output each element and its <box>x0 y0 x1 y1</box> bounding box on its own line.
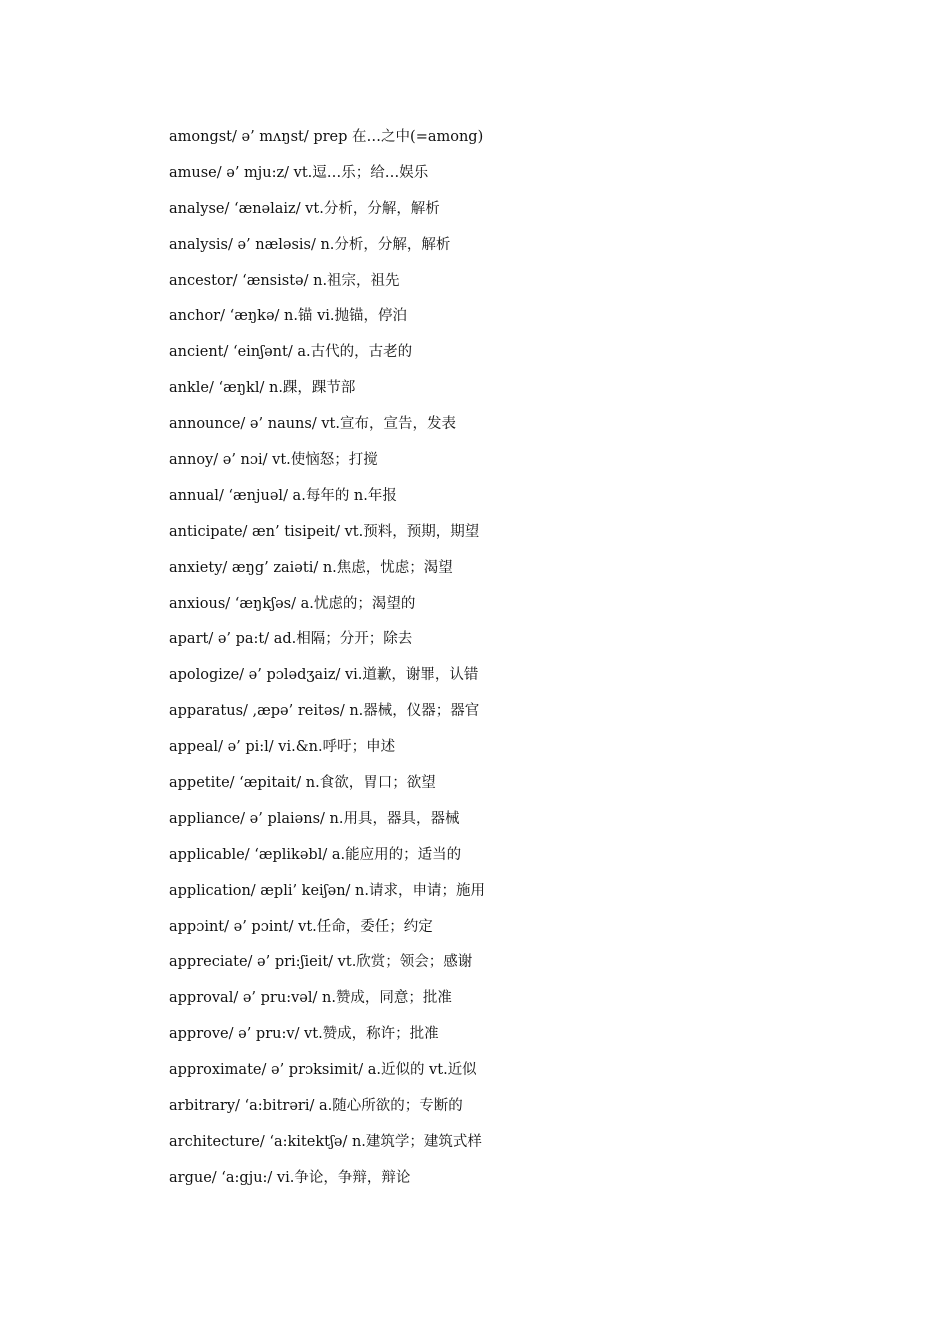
vocabulary-entry: amuse/ ə’ mju:z/ vt.逗…乐；给…娱乐 <box>169 164 429 181</box>
vocabulary-entry: arbitrary/ ‘a:bitrəri/ a.随心所欲的；专断的 <box>169 1098 463 1115</box>
vocabulary-entry: anxiety/ æŋg’ zaiəti/ n.焦虑，忧虑；渴望 <box>169 559 453 576</box>
vocabulary-entry: analyse/ ‘ænəlaiz/ vt.分析，分解，解析 <box>169 200 440 217</box>
vocabulary-entry: architecture/ ‘a:kitektʃə/ n.建筑学；建筑式样 <box>169 1133 482 1150</box>
vocabulary-entry: amongst/ ə’ mʌŋst/ prep 在…之中(=among) <box>169 129 484 145</box>
vocabulary-list <box>169 125 485 1202</box>
vocabulary-entry: approve/ ə’ pru:v/ vt.赞成，称许；批准 <box>169 1026 439 1043</box>
vocabulary-entry: applicable/ ‘æplikəbl/ a.能应用的；适当的 <box>169 846 462 863</box>
vocabulary-entry: approximate/ ə’ prɔksimit/ a.近似的 vt.近似 <box>169 1062 477 1079</box>
vocabulary-entry: appɔint/ ə’ pɔint/ vt.任命，委任；约定 <box>169 918 433 935</box>
vocabulary-entry: appreciate/ ə’ pri:ʃieit/ vt.欣赏；领会；感谢 <box>169 954 473 971</box>
vocabulary-entry: appetite/ ‘æpitait/ n.食欲，胃口；欲望 <box>169 775 436 792</box>
vocabulary-entry: apart/ ə’ pa:t/ ad.相隔；分开；除去 <box>169 631 413 648</box>
vocabulary-entry: apologize/ ə’ pɔlədʒaiz/ vi.道歉，谢罪，认错 <box>169 667 479 684</box>
vocabulary-entry: anxious/ ‘æŋkʃəs/ a.忧虑的；渴望的 <box>169 595 416 612</box>
vocabulary-entry: ancient/ ‘einʃənt/ a.古代的，古老的 <box>169 344 413 361</box>
vocabulary-entry: annual/ ‘ænjuəl/ a.每年的 n.年报 <box>169 487 397 504</box>
vocabulary-entry: argue/ ‘a:gju:/ vi.争论，争辩，辩论 <box>169 1169 411 1186</box>
vocabulary-entry: anchor/ ‘æŋkə/ n.锚 vi.抛锚，停泊 <box>169 308 408 325</box>
vocabulary-entry: application/ æpli’ keiʃən/ n.请求，申请；施用 <box>169 882 485 899</box>
vocabulary-entry: anticipate/ æn’ tisipeit/ vt.预料，预期，期望 <box>169 523 480 540</box>
vocabulary-entry: appeal/ ə’ pi:l/ vi.&n.呼吁；申述 <box>169 739 396 756</box>
vocabulary-entry: annoy/ ə’ nɔi/ vt.使恼怒；打搅 <box>169 452 378 469</box>
vocabulary-entry: appliance/ ə’ plaiəns/ n.用具，器具，器械 <box>169 810 460 827</box>
vocabulary-entry: announce/ ə’ nauns/ vt.宣布，宣告，发表 <box>169 416 456 433</box>
vocabulary-entry: ancestor/ ‘ænsistə/ n.祖宗，祖先 <box>169 272 400 289</box>
vocabulary-entry: analysis/ ə’ næləsis/ n.分析，分解，解析 <box>169 236 451 253</box>
vocabulary-entry: apparatus/ ,æpə’ reitəs/ n.器械，仪器；器官 <box>169 703 480 720</box>
vocabulary-entry: ankle/ ‘æŋkl/ n.踝，踝节部 <box>169 380 356 397</box>
vocabulary-entry: approval/ ə’ pru:vəl/ n.赞成，同意；批准 <box>169 990 452 1007</box>
